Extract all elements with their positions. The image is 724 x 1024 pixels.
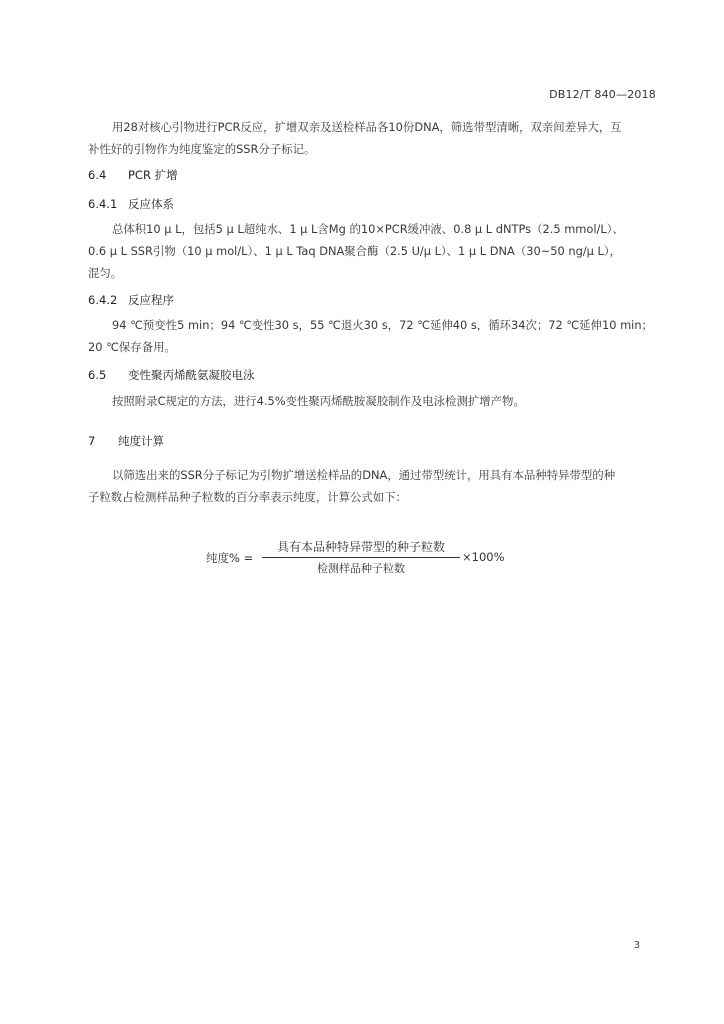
section-6-5-body (88, 390, 658, 412)
body-line-2: 0.6 μ L SSR引物（10 μ mol/L）、1 μ L Taq DNA聚合酶（2.5 U/μ L）、1 μ L DNA（30~50 ng/μ L）， (88, 244, 621, 258)
section-number: 6.5 (88, 368, 107, 382)
section-7-heading (88, 433, 164, 449)
body-line-2: 20 ℃保存备用。 (88, 340, 176, 354)
intro-line-1: 用28对核心引物进行PCR反应，扩增双亲及送检样品各10份DNA，筛选带型清晰，双亲间差异大，互 (112, 120, 622, 134)
body-line-1: 按照附录C规定的方法，进行4.5%变性聚丙烯酰胺凝胶制作及电泳检测扩增产物。 (112, 394, 525, 408)
section-title: 反应体系 (128, 197, 174, 211)
section-6-5-heading (88, 367, 255, 383)
formula-fraction (262, 538, 460, 576)
standard-code: DB12/T 840—2018 (549, 88, 656, 101)
body-line-3: 混匀。 (88, 266, 123, 280)
formula-multiplier: ×100% (462, 550, 505, 564)
section-6-4-1-body (88, 218, 658, 284)
section-6-4-2-body (88, 314, 658, 358)
section-title: 反应程序 (128, 293, 174, 307)
section-number: 7 (88, 434, 96, 448)
intro-paragraph (88, 116, 658, 160)
section-title: 纯度计算 (118, 434, 164, 448)
formula-denominator: 检测样品种子粒数 (317, 562, 405, 575)
page-number: 3 (633, 940, 640, 951)
body-line-1: 总体积10 μ L，包括5 μ L超纯水、1 μ L含Mg 的10×PCR缓冲液、0.8 μ L dNTPs（2.5 mmol/L）、 (112, 222, 624, 236)
section-number: 6.4.2 (88, 293, 118, 307)
body-line-2: 子粒数占检测样品种子粒数的百分率表示纯度，计算公式如下： (88, 490, 407, 504)
section-6-4-1-heading (88, 196, 174, 212)
formula-numerator: 具有本品种特异带型的种子粒数 (276, 540, 445, 554)
section-6-4-heading (88, 167, 178, 183)
section-title: PCR 扩增 (128, 168, 178, 182)
section-number: 6.4 (88, 168, 107, 182)
section-title: 变性聚丙烯酰氨凝胶电泳 (128, 368, 255, 382)
body-line-1: 94 ℃预变性5 min；94 ℃变性30 s，55 ℃退火30 s，72 ℃延伸40 s，循环34次；72 ℃延伸10 min； (112, 318, 653, 332)
section-6-4-2-heading (88, 292, 174, 308)
intro-line-2: 补性好的引物作为纯度鉴定的SSR分子标记。 (88, 142, 316, 156)
section-7-body (88, 464, 658, 508)
body-line-1: 以筛选出来的SSR分子标记为引物扩增送检样品的DNA，通过带型统计，用具有本品种特异带型的种 (112, 468, 616, 482)
section-number: 6.4.1 (88, 197, 118, 211)
formula-lhs: 纯度% = (206, 551, 254, 565)
